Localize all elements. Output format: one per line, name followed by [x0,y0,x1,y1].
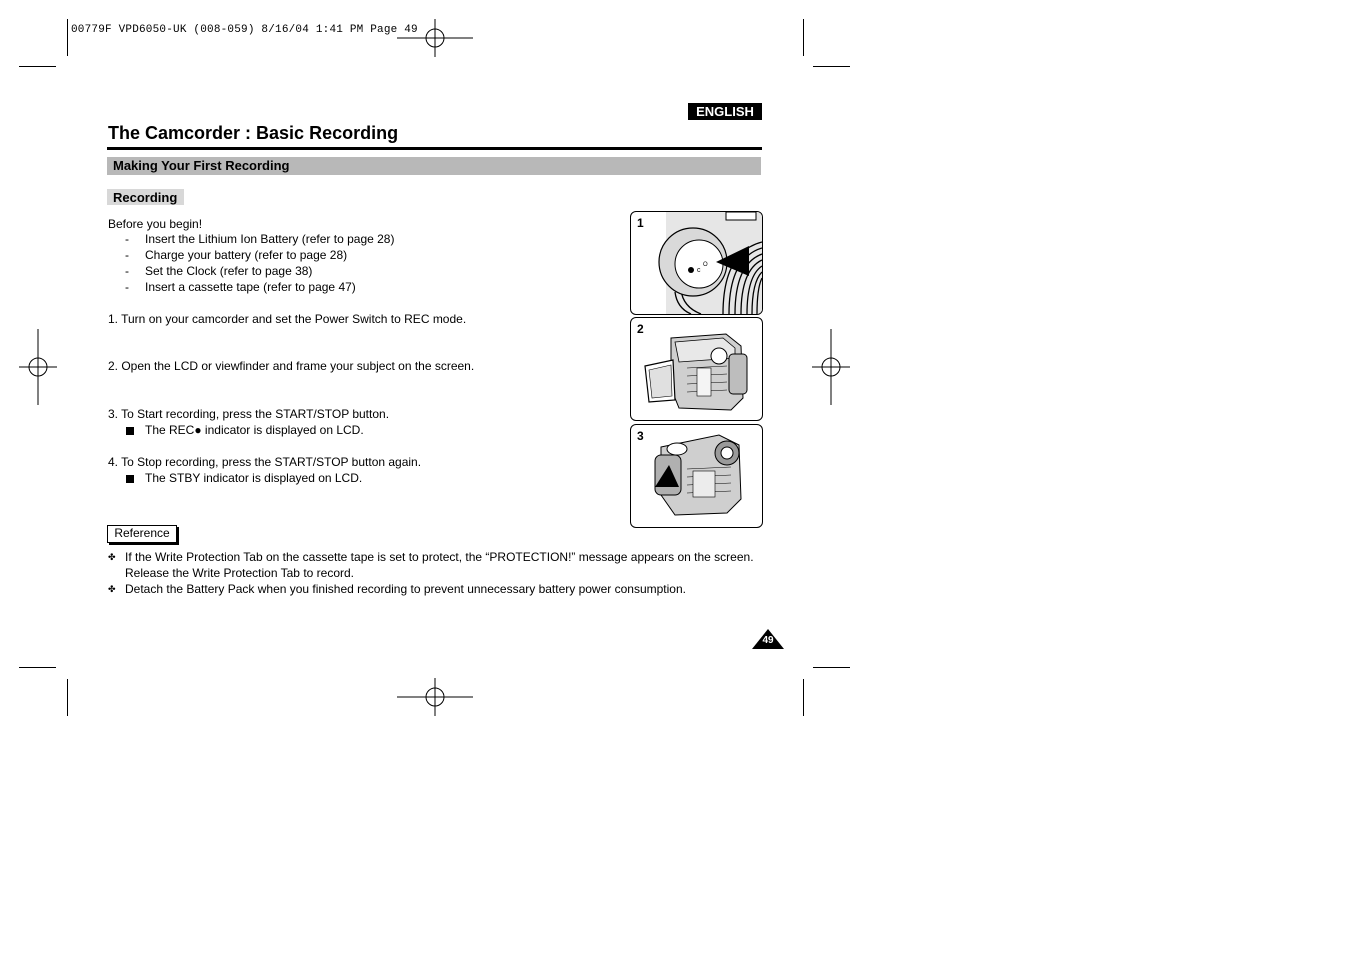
power-switch-illustration [631,212,762,314]
intro-text: Before you begin! [108,217,203,231]
step-3-note: The REC● indicator is displayed on LCD. [145,423,364,437]
step-1: 1. Turn on your camcorder and set the Power Switch to REC mode. [108,312,467,326]
prereq-item: Insert the Lithium Ion Battery (refer to page 28) [145,232,395,246]
crop-mark [19,66,56,67]
bullet-square [126,427,134,435]
registration-mark-bottom [396,677,474,717]
reference-label: Reference [107,525,177,543]
prereq-item: Charge your battery (refer to page 28) [145,248,348,262]
figure-2 [630,317,763,421]
bullet-square [126,475,134,483]
page-number: 49 [762,635,774,646]
language-badge: ENGLISH [688,103,762,120]
crop-mark [19,667,56,668]
page-title: The Camcorder : Basic Recording [108,123,399,143]
crop-mark [803,19,804,56]
prereq-dash: - [125,280,129,294]
reference-note: If the Write Protection Tab on the cassette tape is set to protect, the “PROTECTION!” message appears on the screen. [125,550,754,564]
prereq-item: Set the Clock (refer to page 38) [145,264,313,278]
subsection-title: Recording [113,190,178,205]
figure-number: 3 [637,429,644,443]
camcorder-lcd-illustration [631,318,762,420]
crop-mark [813,667,850,668]
figure-3 [630,424,763,528]
title-rule [107,147,762,150]
section-title: Making Your First Recording [113,158,290,173]
reference-note: Detach the Battery Pack when you finished recording to prevent unnecessary battery power consumption. [125,582,686,596]
step-4-note: The STBY indicator is displayed on LCD. [145,471,363,485]
note-bullet-icon: ✤ [108,552,116,562]
crop-mark [67,19,68,56]
prereq-dash: - [125,248,129,262]
figure-1 [630,211,763,315]
crop-mark [813,66,850,67]
print-header: 00779F VPD6050-UK (008-059) 8/16/04 1:41 PM Page 49 [71,24,418,36]
prereq-item: Insert a cassette tape (refer to page 47) [145,280,356,294]
crop-mark [803,679,804,716]
svg-text:c: c [697,267,701,274]
prereq-dash: - [125,232,129,246]
step-4: 4. To Stop recording, press the START/STOP button again. [108,455,422,469]
figure-number: 1 [637,216,644,230]
figure-number: 2 [637,322,644,336]
crop-mark [67,679,68,716]
step-3: 3. To Start recording, press the START/STOP button. [108,407,390,421]
prereq-dash: - [125,264,129,278]
start-stop-illustration [631,425,762,527]
registration-mark-right [811,328,851,406]
note-bullet-icon: ✤ [108,584,116,594]
reference-note: Release the Write Protection Tab to record. [125,566,355,580]
step-2: 2. Open the LCD or viewfinder and frame your subject on the screen. [108,359,475,373]
registration-mark-left [18,328,58,406]
svg-text:O: O [703,262,708,268]
